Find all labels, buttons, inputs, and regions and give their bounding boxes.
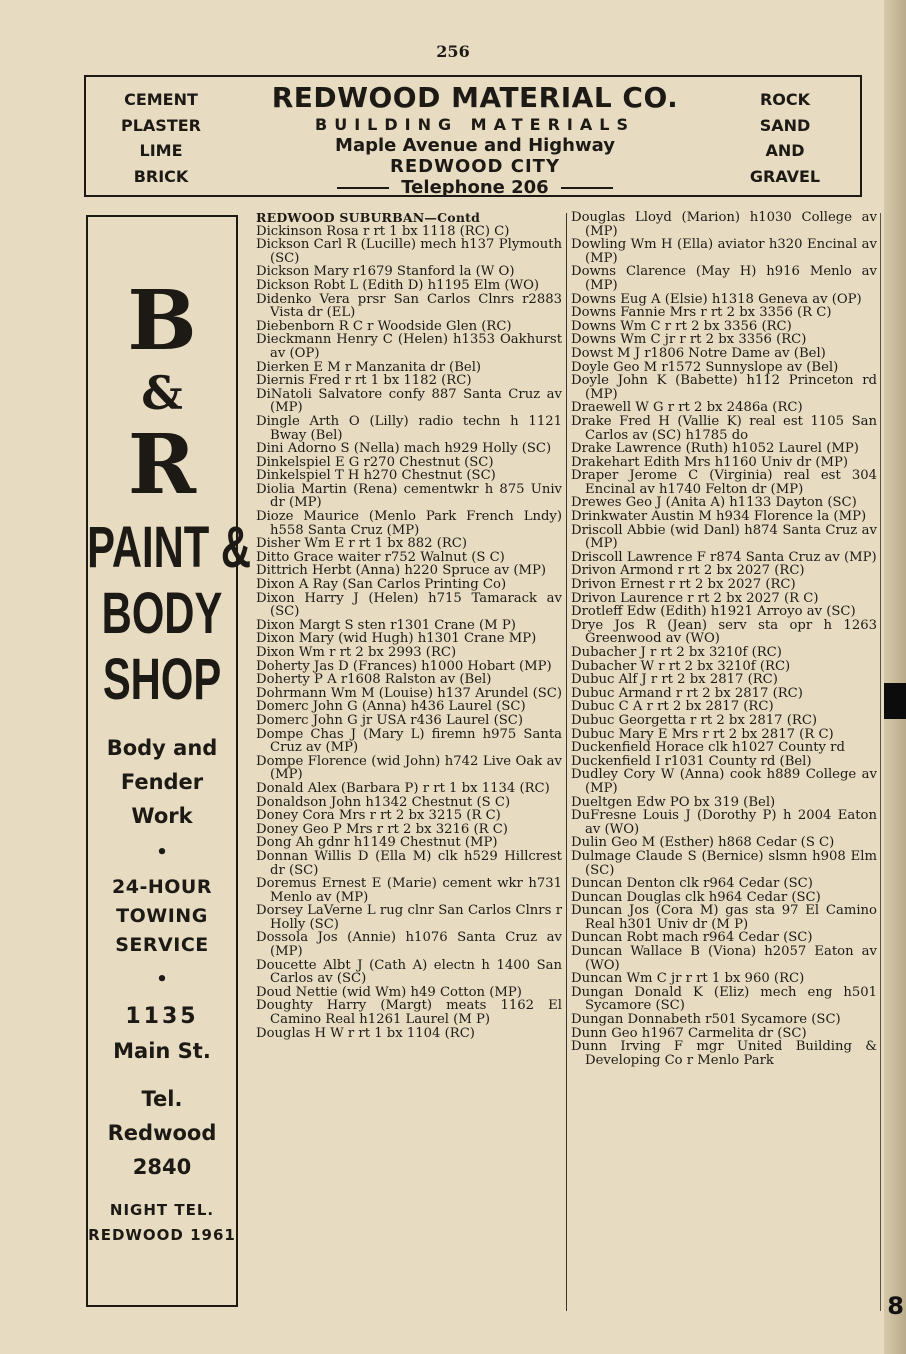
directory-entry: Dompe Chas J (Mary L) firemn h975 Santa Cruz av (MP) — [256, 726, 562, 756]
ad-ampersand: & — [141, 366, 183, 420]
banner-left-item: LIME — [139, 141, 183, 160]
ad-tel-label: Tel. Redwood — [107, 1087, 217, 1145]
directory-entry: Dioze Maurice (Menlo Park French Lndy) h558 Santa Cruz (MP) — [256, 509, 562, 538]
banner-tagline: BUILDING MATERIALS — [315, 115, 635, 134]
directory-entry: Donnan Willis D (Ella M) clk h529 Hillcrest dr (SC) — [256, 848, 562, 878]
ad-address-street: Main St. — [113, 1039, 211, 1063]
directory-entry: Dunn Irving F mgr United Building & Developing Co r Menlo Park — [571, 1039, 877, 1068]
directory-entry: Dulmage Claude S (Bernice) slsmn h908 Elm (SC) — [571, 848, 877, 878]
directory-entry: Duncan Robt mach r964 Cedar (SC) — [571, 930, 813, 946]
directory-entry: Dieckmann Henry C (Helen) h1353 Oakhurst av (OP) — [256, 332, 562, 361]
ad-24-hour: 24-HOUR — [112, 876, 212, 898]
directory-entry: Dubuc Armand r rt 2 bx 2817 (RC) — [571, 685, 803, 701]
ad-work: Work — [131, 804, 193, 828]
directory-entry: Doney Cora Mrs r rt 2 bx 3215 (R C) — [256, 808, 501, 824]
directory-entry: Doud Nettie (wid Wm) h49 Cotton (MP) — [256, 984, 522, 1000]
right-entries — [571, 211, 877, 1067]
directory-entry: Dubacher W r rt 2 bx 3210f (RC) — [571, 658, 791, 674]
directory-entry: Doucette Albt J (Cath A) electn h 1400 San Carlos av (SC) — [256, 957, 562, 987]
banner-phone-line — [236, 177, 714, 198]
directory-entry: Doherty Jas D (Frances) h1000 Hobart (MP) — [256, 658, 552, 674]
ad-towing: TOWING — [116, 905, 208, 927]
directory-entry: Drivon Laurence r rt 2 bx 2027 (R C) — [571, 590, 819, 606]
thumb-index-digit: 8 — [887, 1292, 904, 1320]
banner-left-list — [106, 87, 216, 189]
directory-entry: Dubuc Georgetta r rt 2 bx 2817 (RC) — [571, 712, 818, 728]
directory-entry: Dickson Mary r1679 Stanford la (W O) — [256, 264, 515, 280]
directory-entry: Diebenborn R C r Woodside Glen (RC) — [256, 318, 512, 334]
directory-entry: Doney Geo P Mrs r rt 2 bx 3216 (R C) — [256, 821, 508, 837]
directory-entry: Drivon Armond r rt 2 bx 2027 (RC) — [571, 563, 805, 579]
ad-service: SERVICE — [115, 934, 209, 956]
banner-right-item: AND — [765, 141, 805, 160]
listing-column-left — [256, 211, 562, 1040]
directory-entry: Downs Wm C jr r rt 2 bx 3356 (RC) — [571, 332, 807, 348]
directory-entry: Donaldson John h1342 Chestnut (S C) — [256, 794, 511, 810]
side-advertisement — [86, 215, 252, 1307]
directory-entry: Dungan Donnabeth r501 Sycamore (SC) — [571, 1012, 841, 1028]
directory-entry: Douglas Lloyd (Marion) h1030 College av (MP) — [571, 210, 877, 239]
directory-entry: Duncan Wm C jr r rt 1 bx 960 (RC) — [571, 971, 805, 987]
ad-tel-number: 2840 — [132, 1155, 192, 1179]
directory-entry: Downs Wm C r rt 2 bx 3356 (RC) — [571, 318, 792, 334]
directory-entry: Dixon Margt S sten r1301 Crane (M P) — [256, 617, 516, 633]
directory-entry: Dubacher J r rt 2 bx 3210f (RC) — [571, 645, 782, 660]
banner-left-item: BRICK — [133, 166, 189, 186]
directory-entry: Dinkelspiel T H h270 Chestnut (SC) — [256, 468, 496, 484]
section-heading: REDWOOD SUBURBAN—Contd — [256, 210, 481, 225]
bullet-icon: • — [156, 969, 168, 990]
directory-entry: Dinkelspiel E G r270 Chestnut (SC) — [256, 454, 494, 470]
directory-entry: Dohrmann Wm M (Louise) h137 Arundel (SC) — [256, 685, 563, 701]
ad-letter-r: R — [127, 417, 197, 513]
directory-entry: Duncan Denton clk r964 Cedar (SC) — [571, 876, 813, 892]
directory-entry: Drake Lawrence (Ruth) h1052 Laurel (MP) — [571, 441, 859, 457]
directory-entry: Duckenfield Horace clk h1027 County rd — [571, 740, 845, 756]
directory-entry: Dubuc C A r rt 2 bx 2817 (RC) — [571, 699, 774, 715]
directory-entry: Dompe Florence (wid John) h742 Live Oak av (MP) — [256, 753, 562, 783]
directory-entry: Domerc John G jr USA r436 Laurel (SC) — [256, 712, 523, 728]
directory-entry: Didenko Vera prsr San Carlos Clnrs r2883 Vista dr (EL) — [256, 291, 562, 321]
directory-entry: Downs Fannie Mrs r rt 2 bx 3356 (R C) — [571, 305, 832, 321]
directory-entry: Ditto Grace waiter r752 Walnut (S C) — [256, 549, 505, 565]
directory-entry: Dickson Robt L (Edith D) h1195 Elm (WO) — [256, 277, 540, 293]
banner-left-item: PLASTER — [121, 115, 201, 135]
directory-entry: Downs Eug A (Elsie) h1318 Geneva av (OP) — [571, 291, 862, 307]
banner-right-item: ROCK — [759, 90, 811, 109]
directory-entry: Duckenfield I r1031 County rd (Bel) — [571, 753, 812, 769]
directory-entry: Drakehart Edith Mrs h1160 Univ dr (MP) — [571, 454, 849, 470]
directory-entry: Disher Wm E r rt 1 bx 882 (RC) — [256, 536, 468, 552]
directory-entry: Duncan Wallace B (Viona) h2057 Eaton av (WO) — [571, 944, 877, 973]
directory-entry: Dixon Harry J (Helen) h715 Tamarack av (SC) — [256, 590, 562, 620]
directory-entry: Dudley Cory W (Anna) cook h889 College av (MP) — [571, 767, 877, 796]
directory-entry: Downs Clarence (May H) h916 Menlo av (MP) — [571, 264, 877, 293]
directory-entry: Dixon A Ray (San Carlos Printing Co) — [256, 577, 507, 593]
banner-right-item: SAND — [759, 115, 811, 135]
directory-entry: DuFresne Louis J (Dorothy P) h 2004 Eaton av (WO) — [571, 808, 877, 837]
page-number: 256 — [436, 42, 470, 61]
banner-phone: Telephone 206 — [401, 177, 549, 198]
directory-entry: Dulin Geo M (Esther) h868 Cedar (S C) — [571, 835, 835, 851]
directory-entry: Dixon Mary (wid Hugh) h1301 Crane MP) — [256, 631, 537, 647]
banner-right-list — [730, 87, 840, 189]
ad-night-label: NIGHT TEL. — [109, 1201, 215, 1219]
directory-entry: Duncan Douglas clk h964 Cedar (SC) — [571, 889, 821, 905]
directory-entry: Duncan Jos (Cora M) gas sta 97 El Camino Real h301 Univ dr (M P) — [571, 903, 877, 932]
directory-entry: Dong Ah gdnr h1149 Chestnut (MP) — [256, 835, 498, 851]
directory-entry: Dittrich Herbt (Anna) h220 Spruce av (MP) — [256, 563, 547, 579]
banner-left-item: CEMENT — [124, 90, 198, 109]
banner-city: REDWOOD CITY — [390, 156, 560, 177]
top-advertisement — [84, 75, 862, 197]
directory-entry: Drake Fred H (Vallie K) real est 1105 San Carlos av (SC) h1785 do — [571, 413, 877, 443]
column-divider — [566, 213, 567, 1311]
directory-entry: Domerc John G (Anna) h436 Laurel (SC) — [256, 699, 526, 715]
directory-entry: Driscoll Abbie (wid Danl) h874 Santa Cruz av (MP) — [571, 522, 877, 552]
directory-entry: Dueltgen Edw PO bx 319 (Bel) — [571, 794, 776, 810]
page-edge — [884, 0, 906, 1354]
directory-entry: Dingle Arth O (Lilly) radio techn h 1121 Bway (Bel) — [256, 413, 562, 443]
directory-entry: Dungan Donald K (Eliz) mech eng h501 Sycamore (SC) — [571, 984, 877, 1014]
left-entries — [256, 225, 562, 1041]
directory-entry: Dorsey LaVerne L rug clnr San Carlos Clnrs r Holly (SC) — [256, 903, 562, 932]
directory-entry: Drye Jos R (Jean) serv sta opr h 1263 Greenwood av (WO) — [571, 617, 877, 647]
directory-entry: Drivon Ernest r rt 2 bx 2027 (RC) — [571, 577, 796, 593]
directory-entry: Doherty P A r1608 Ralston av (Bel) — [256, 672, 492, 688]
listing-column-right — [571, 211, 877, 1067]
directory-entry: DiNatoli Salvatore confy 887 Santa Cruz av (MP) — [256, 386, 562, 416]
directory-entry: Doremus Ernest E (Marie) cement wkr h731 Menlo av (MP) — [256, 876, 562, 905]
directory-entry: Doughty Harry (Margt) meats 1162 El Camino Real h1261 Laurel (M P) — [256, 998, 562, 1028]
directory-entry: Dubuc Alf J r rt 2 bx 2817 (RC) — [571, 672, 778, 688]
directory-entry: Dixon Wm r rt 2 bx 2993 (RC) — [256, 645, 457, 660]
directory-entry: Dowst M J r1806 Notre Dame av (Bel) — [571, 345, 826, 361]
directory-entry: Dickson Carl R (Lucille) mech h137 Plymouth (SC) — [256, 237, 562, 266]
page-margin-rule — [880, 213, 881, 1311]
ad-address-number: 1135 — [125, 1004, 199, 1029]
directory-entry: Donald Alex (Barbara P) r rt 1 bx 1134 (RC) — [256, 780, 550, 796]
directory-entry: Dowling Wm H (Ella) aviator h320 Encinal av (MP) — [571, 237, 877, 266]
ad-letter-b: B — [127, 273, 197, 369]
banner-company-name: REDWOOD MATERIAL CO. — [271, 81, 679, 114]
directory-entry: Drotleff Edw (Edith) h1921 Arroyo av (SC) — [571, 604, 856, 620]
bullet-icon: • — [156, 842, 168, 863]
directory-entry: Dubuc Mary E Mrs r rt 2 bx 2817 (R C) — [571, 726, 834, 742]
banner-right-item: GRAVEL — [749, 166, 821, 186]
banner-rule-left — [337, 187, 389, 189]
directory-entry: Driscoll Lawrence F r874 Santa Cruz av (MP) — [571, 549, 877, 565]
directory-entry: Doyle Geo M r1572 Sunnyslope av (Bel) — [571, 359, 839, 375]
directory-entry: Dierken E M r Manzanita dr (Bel) — [256, 359, 482, 375]
directory-entry: Diernis Fred r rt 1 bx 1182 (RC) — [256, 373, 472, 389]
ad-body: BODY — [101, 581, 223, 646]
banner-address: Maple Avenue and Highway — [335, 135, 615, 156]
directory-entry: Diolia Martin (Rena) cementwkr h 875 Univ dr (MP) — [256, 481, 562, 511]
ad-body-and: Body and — [106, 736, 218, 760]
directory-entry: Doyle John K (Babette) h112 Princeton rd (MP) — [571, 373, 877, 402]
ad-night-number: REDWOOD 1961 — [88, 1226, 236, 1244]
directory-entry: Dossola Jos (Annie) h1076 Santa Cruz av (MP) — [256, 930, 562, 960]
directory-entry: Douglas H W r rt 1 bx 1104 (RC) — [256, 1025, 475, 1041]
directory-entry: Dini Adorno S (Nella) mach h929 Holly (SC) — [256, 441, 552, 457]
ad-shop: SHOP — [102, 647, 222, 712]
banner-center — [236, 81, 714, 198]
ad-fender: Fender — [120, 770, 204, 794]
ad-paint: PAINT & — [87, 515, 252, 580]
directory-entry: Dunn Geo h1967 Carmelita dr (SC) — [571, 1025, 807, 1041]
directory-entry: Dickinson Rosa r rt 1 bx 1118 (RC) C) — [256, 223, 510, 239]
directory-entry: Drinkwater Austin M h934 Florence la (MP) — [571, 509, 867, 525]
directory-entry: Draper Jerome C (Virginia) real est 304 Encinal av h1740 Felton dr (MP) — [571, 468, 877, 497]
banner-rule-right — [561, 187, 613, 189]
thumb-index-tab — [884, 683, 906, 719]
directory-entry: Drewes Geo J (Anita A) h1133 Dayton (SC) — [571, 495, 857, 511]
directory-entry: Draewell W G r rt 2 bx 2486a (RC) — [571, 400, 803, 416]
